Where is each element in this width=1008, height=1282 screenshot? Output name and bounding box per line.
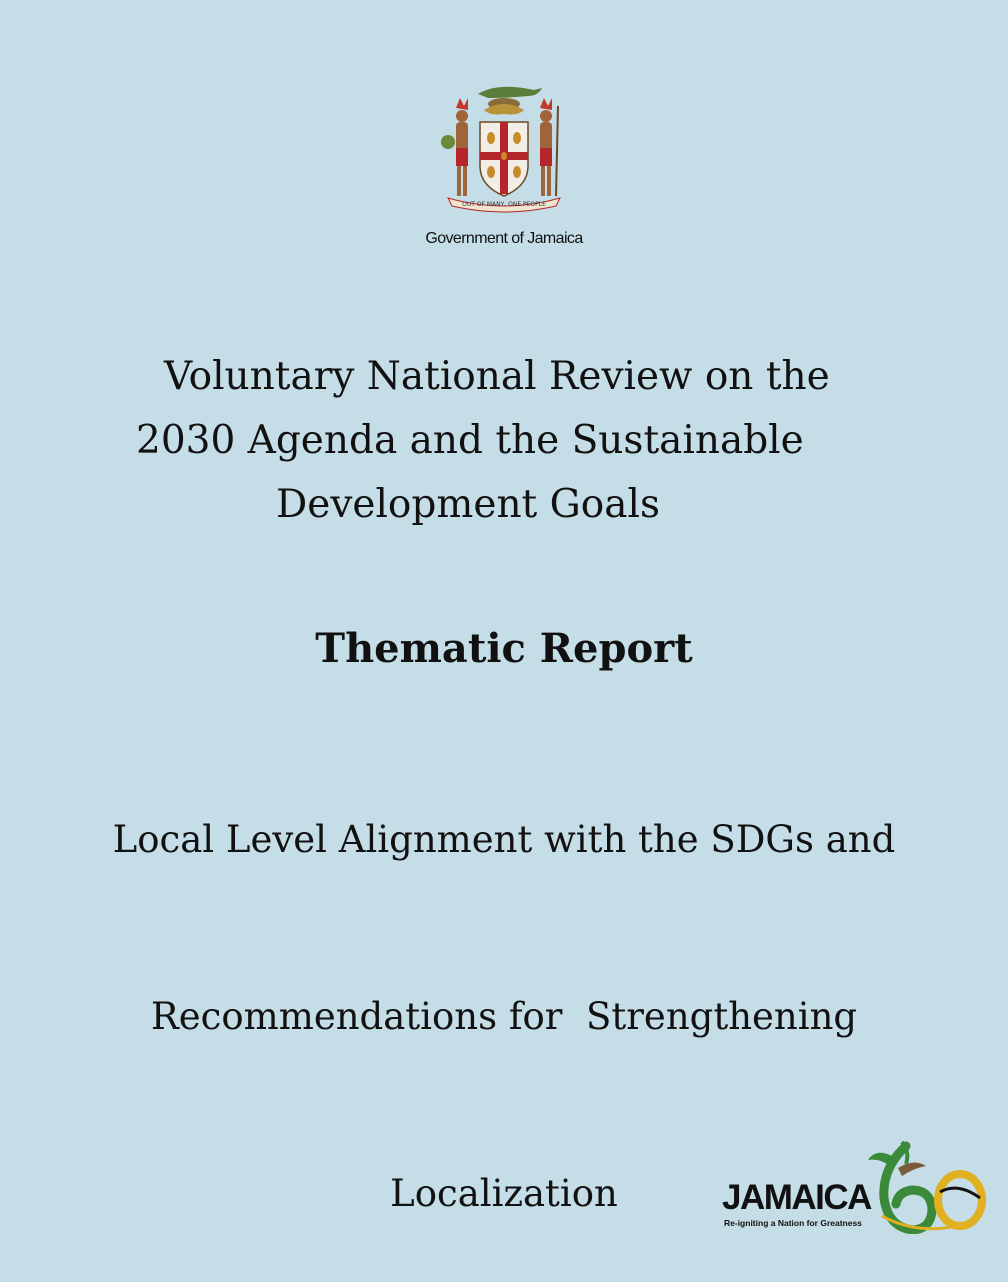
coat-of-arms-icon bbox=[438, 78, 570, 214]
logo-tagline: Re-igniting a Nation for Greatness bbox=[724, 1218, 862, 1228]
motto-ribbon-text: OUT OF MANY, ONE PEOPLE bbox=[462, 201, 546, 208]
subtitle-line-1: Local Level Alignment with the SDGs and bbox=[112, 818, 896, 861]
document-title bbox=[100, 345, 908, 537]
report-heading: Thematic Report bbox=[315, 625, 693, 672]
logo-wordmark: JAMAICA bbox=[722, 1178, 871, 1217]
government-label: Government of Jamaica bbox=[425, 230, 583, 247]
jamaica-60-emblem-icon bbox=[862, 1138, 990, 1234]
jamaica-60-logo bbox=[722, 1138, 990, 1234]
subtitle-line-2: Recommendations for Strengthening bbox=[150, 995, 858, 1038]
title-line-2: 2030 Agenda and the Sustainable bbox=[136, 418, 804, 463]
title-line-1: Voluntary National Review on the bbox=[164, 354, 830, 399]
title-line-3: Development Goals bbox=[276, 482, 661, 527]
subtitle-line-3: Localization bbox=[390, 1172, 618, 1215]
